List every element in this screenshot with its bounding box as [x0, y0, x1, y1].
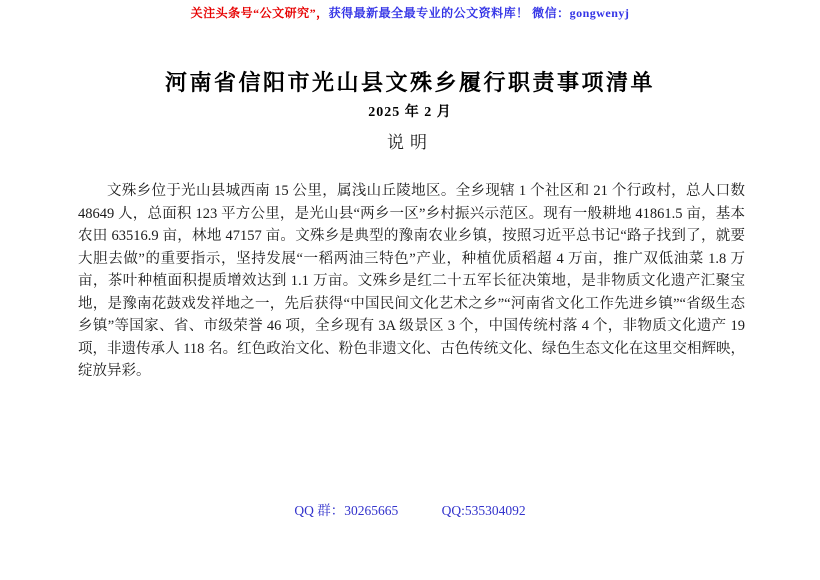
promo-banner-blue-text: 获得最新最全最专业的公文资料库！ 微信：gongwenyj	[328, 6, 630, 20]
promo-banner-red-text: 关注头条号“公文研究”，	[190, 6, 329, 20]
qq-group-contact: QQ 群：30265665	[294, 503, 399, 518]
section-heading: 说明	[387, 133, 433, 152]
document-title: 河南省信阳市光山县文殊乡履行职责事项清单	[164, 70, 655, 95]
qq-contact: QQ:535304092	[441, 503, 526, 518]
promo-banner	[0, 4, 820, 21]
document-paragraph: 文殊乡位于光山县城西南 15 公里，属浅山丘陵地区。全乡现辖 1 个社区和 21 个行政村，总人口数 48649 人，总面积 123 平方公里，是光山县“两乡一区”乡村振兴示范区。现有一般耕地 41861.5 亩，基本农田 63516.9 亩，林地 47157 亩。文殊乡是典型的豫南农业乡镇，按照习近平总书记“路子找到了，就要大胆去做”的重要指示，坚持发展“一稻两油三特色”产业，种植优质稻超 4 万亩，推广双低油菜 1.8 万亩，茶叶种植面积提质增效达到 1.1 万亩。文殊乡是红二十五军长征决策地，是非物质文化遗产汇聚宝地，是豫南花鼓戏发祥地之一，先后获得“中国民间文化艺术之乡”“河南省文化工作先进乡镇”“省级生态乡镇”等国家、省、市级荣誉 46 项，全乡现有 3A 级景区 3 个，中国传统村落 4 个，非物质文化遗产 19 项，非遗传承人 118 名。红色政治文化、粉色非遗文化、古色传统文化、绿色生态文化在这里交相辉映，绽放异彩。	[78, 183, 745, 379]
document-date: 2025 年 2 月	[368, 105, 452, 120]
contact-footer	[0, 499, 820, 519]
